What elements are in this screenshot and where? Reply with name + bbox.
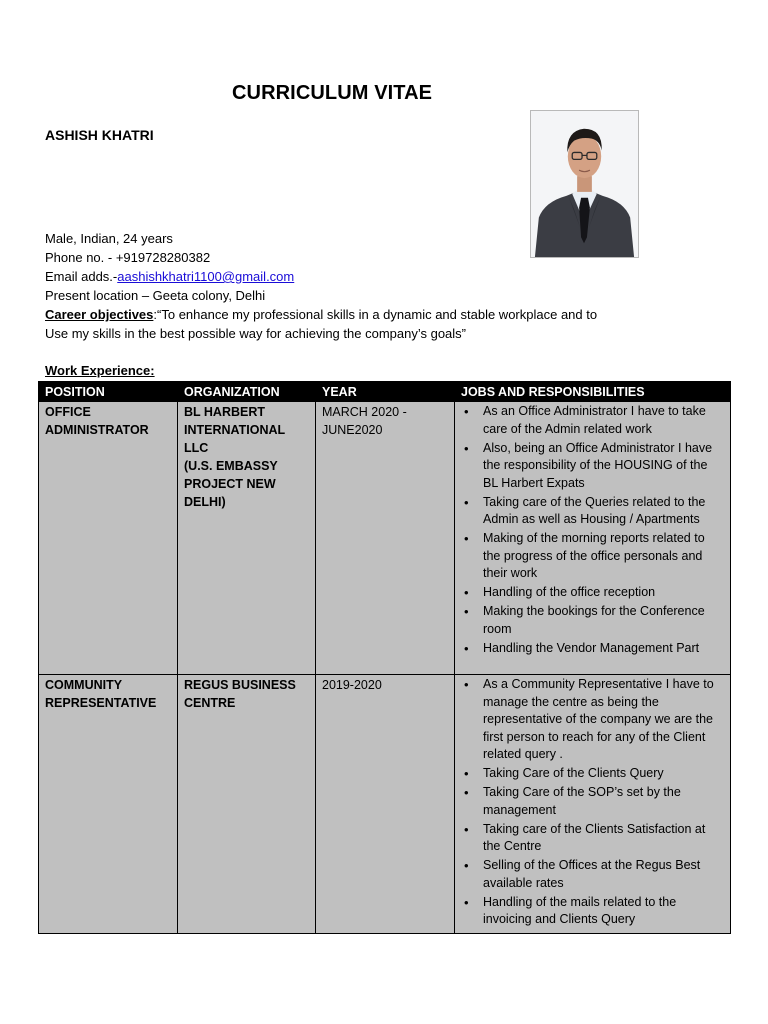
position-cell: COMMUNITY REPRESENTATIVE <box>39 675 178 934</box>
table-row <box>39 675 731 934</box>
list-item: • Taking Care of the Clients Query <box>461 765 724 783</box>
responsibilities-list <box>461 403 724 657</box>
list-item: • Taking care of the Clients Satisfaction at the Centre <box>461 821 724 856</box>
position-cell: OFFICE ADMINISTRATOR <box>39 402 178 675</box>
list-item: • Handling of the office reception <box>461 584 724 602</box>
career-objective-text: :“To enhance my professional skills in a dynamic and stable workplace and to <box>153 307 598 322</box>
list-item: • Making the bookings for the Conference room <box>461 603 724 638</box>
email-line <box>45 267 725 286</box>
year-cell: MARCH 2020 - JUNE2020 <box>316 402 455 675</box>
email-link[interactable]: aashishkhatri1100@gmail.com <box>117 269 295 284</box>
column-header-responsibilities: JOBS AND RESPONSIBILITIES <box>455 382 731 402</box>
table-row <box>39 402 731 675</box>
present-location: Present location – Geeta colony, Delhi <box>45 288 266 303</box>
candidate-name: ASHISH KHATRI <box>45 127 154 143</box>
list-item: • Taking Care of the SOP’s set by the management <box>461 784 724 819</box>
list-item: • As an Office Administrator I have to take care of the Admin related work <box>461 403 724 438</box>
list-item: • As a Community Representative I have to manage the centre as being the representative of the company we are the first person to reach for any of the Client related query . <box>461 676 724 764</box>
responsibilities-list <box>461 676 724 929</box>
career-objective-continued: Use my skills in the best possible way for achieving the company’s goals” <box>45 326 467 341</box>
list-item: • Handling of the mails related to the invoicing and Clients Query <box>461 894 724 929</box>
list-item: • Also, being an Office Administrator I have the responsibility of the HOUSING of the BL Harbert Expats <box>461 440 724 493</box>
organization-cell: BL HARBERT INTERNATIONAL LLC (U.S. EMBASSY PROJECT NEW DELHI) <box>178 402 316 675</box>
column-header-year: YEAR <box>316 382 455 402</box>
column-header-organization: ORGANIZATION <box>178 382 316 402</box>
organization-cell: REGUS BUSINESS CENTRE <box>178 675 316 934</box>
list-item: • Handling the Vendor Management Part <box>461 640 724 658</box>
list-item: • Taking care of the Queries related to the Admin as well as Housing / Apartments <box>461 494 724 529</box>
list-item: • Making of the morning reports related to the progress of the office personals and their work <box>461 530 724 583</box>
personal-details: Male, Indian, 24 years <box>45 231 173 246</box>
responsibilities-cell <box>455 402 731 675</box>
year-cell: 2019-2020 <box>316 675 455 934</box>
column-header-position: POSITION <box>39 382 178 402</box>
work-experience-table <box>38 381 731 934</box>
work-experience-heading: Work Experience: <box>45 363 155 378</box>
personal-info <box>45 229 725 343</box>
phone-number: Phone no. - +919728280382 <box>45 250 211 265</box>
list-item: • Selling of the Offices at the Regus Best available rates <box>461 857 724 892</box>
document-title: CURRICULUM VITAE <box>232 82 433 104</box>
career-objective <box>45 305 725 324</box>
table-header-row <box>39 382 731 402</box>
career-objective-label: Career objectives <box>45 307 154 322</box>
email-label: Email adds.- <box>45 269 118 284</box>
responsibilities-cell <box>455 675 731 934</box>
